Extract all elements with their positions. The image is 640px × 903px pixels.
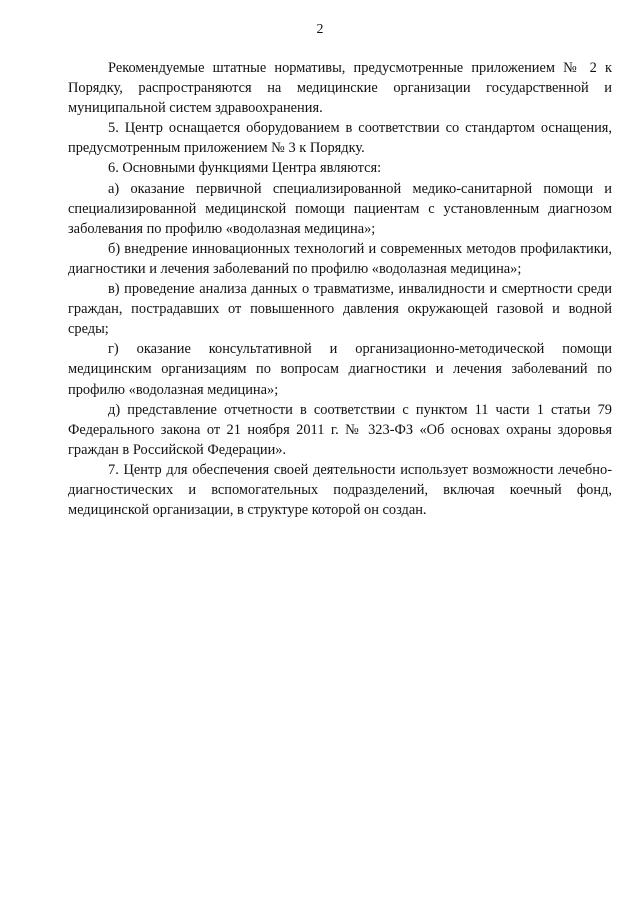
paragraph-item-6a: а) оказание первичной специализированной медико-санитарной помощи и специализированной медицинской помощи пациентам с установленным диагнозом заболевания по профилю «водолазная медицина»; [68, 180, 612, 237]
paragraph-item-6g: г) оказание консультативной и организационно-методической помощи медицинским организациям по вопросам диагностики и лечения заболеваний по профилю «водолазная медицина»; [68, 341, 612, 398]
paragraph-item-7: 7. Центр для обеспечения своей деятельности использует возможности лечебно-диагностических и вспомогательных подразделений, включая коечный фонд, медицинской организации, в структуре которой он создан. [68, 461, 612, 519]
paragraph-item-5: 5. Центр оснащается оборудованием в соответствии со стандартом оснащения, предусмотренным приложением № 3 к Порядку. [68, 120, 612, 157]
paragraph-item-6v: в) проведение анализа данных о травматизме, инвалидности и смертности среди граждан, пострадавших от повышенного давления окружающей газовой и водной среды; [68, 281, 612, 338]
paragraph-item-6d: д) представление отчетности в соответствии с пунктом 11 части 1 статьи 79 Федерального закона от 21 ноября 2011 г. № 323-ФЗ «Об основах охраны здоровья граждан в Российской Федерации». [68, 401, 612, 458]
paragraph-item-6: 6. Основными функциями Центра являются: [108, 160, 382, 177]
paragraph-staffing-norms: Рекомендуемые штатные нормативы, предусмотренные приложением № 2 к Порядку, распространяются на медицинские организации государственной и муниципальной систем здравоохранения. [68, 60, 612, 117]
document-body [68, 58, 612, 520]
page-number: 2 [316, 22, 324, 37]
paragraph-item-6b: б) внедрение инновационных технологий и современных методов профилактики, диагностики и лечения заболеваний по профилю «водолазная медицина»; [68, 240, 612, 277]
